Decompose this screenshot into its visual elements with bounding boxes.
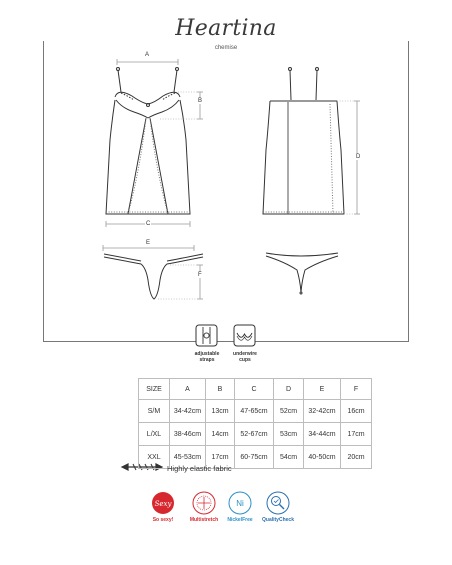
table-cell: 54cm xyxy=(274,446,304,469)
feature-label-line2: cups xyxy=(239,357,251,363)
dimension-label-a: A xyxy=(145,52,150,58)
adjustable-straps-icon xyxy=(196,325,217,346)
table-cell: 60-75cm xyxy=(235,446,274,469)
quality-check-icon xyxy=(267,492,289,514)
table-cell: L/XL xyxy=(139,423,170,446)
table-cell: 52cm xyxy=(274,400,304,423)
badge-label-quality-check: QualityCheck xyxy=(262,517,294,523)
chemise-back-drawing xyxy=(263,68,344,215)
underwire-cups-icon xyxy=(234,325,255,346)
header-cell: B xyxy=(206,379,235,400)
header-cell: D xyxy=(274,379,304,400)
thong-front-drawing xyxy=(104,254,203,299)
svg-text:Ni: Ni xyxy=(236,499,244,508)
feature-underwire-cups-label xyxy=(220,351,270,363)
table-cell: 34-44cm xyxy=(304,423,341,446)
size-table-header xyxy=(139,379,372,400)
header-cell: F xyxy=(341,379,372,400)
chemise-front-drawing xyxy=(106,68,190,215)
badge-label-so-sexy: So sexy! xyxy=(152,517,174,523)
dimension-lines xyxy=(103,59,360,299)
table-cell: 45-53cm xyxy=(170,446,206,469)
table-cell: 13cm xyxy=(206,400,235,423)
nickel-free-icon xyxy=(229,492,251,514)
dimension-label-f: F xyxy=(198,272,202,278)
table-row xyxy=(139,423,372,446)
dimension-label-d: D xyxy=(356,154,361,160)
table-cell: 53cm xyxy=(274,423,304,446)
table-cell: 32-42cm xyxy=(304,400,341,423)
fabric-note: Highly elastic fabric xyxy=(167,464,232,473)
table-cell: 17cm xyxy=(341,423,372,446)
table-cell: 14cm xyxy=(206,423,235,446)
feature-label-line1: adjustable xyxy=(194,351,220,357)
table-cell: 38-46cm xyxy=(170,423,206,446)
so-sexy-icon xyxy=(152,492,174,514)
product-subtitle: chemise xyxy=(214,45,238,51)
thong-back-drawing xyxy=(266,253,338,294)
brand-logo: Heartina xyxy=(0,16,452,41)
multistretch-icon xyxy=(193,492,215,514)
badge-label-multistretch: Multistretch xyxy=(189,517,219,523)
header-cell: E xyxy=(304,379,341,400)
table-cell: 16cm xyxy=(341,400,372,423)
header-cell: A xyxy=(170,379,206,400)
table-cell: 40-50cm xyxy=(304,446,341,469)
header-cell: C xyxy=(235,379,274,400)
badge-label-nickel-free: NickelFree xyxy=(227,517,253,523)
table-cell: 34-42cm xyxy=(170,400,206,423)
dimension-label-c: C xyxy=(146,221,151,227)
table-cell: 47-65cm xyxy=(235,400,274,423)
table-row xyxy=(139,400,372,423)
dimension-label-e: E xyxy=(146,240,151,246)
table-cell: 52-67cm xyxy=(235,423,274,446)
feature-label-line2: straps xyxy=(199,357,215,363)
table-cell: S/M xyxy=(139,400,170,423)
table-cell: 20cm xyxy=(341,446,372,469)
feature-label-line1: underwire xyxy=(233,351,257,357)
header-cell: SIZE xyxy=(139,379,170,400)
table-cell: XXL xyxy=(139,446,170,469)
svg-text:Sexy: Sexy xyxy=(154,500,172,508)
size-table xyxy=(138,378,372,469)
dimension-label-b: B xyxy=(198,98,203,104)
table-cell: 17cm xyxy=(206,446,235,469)
